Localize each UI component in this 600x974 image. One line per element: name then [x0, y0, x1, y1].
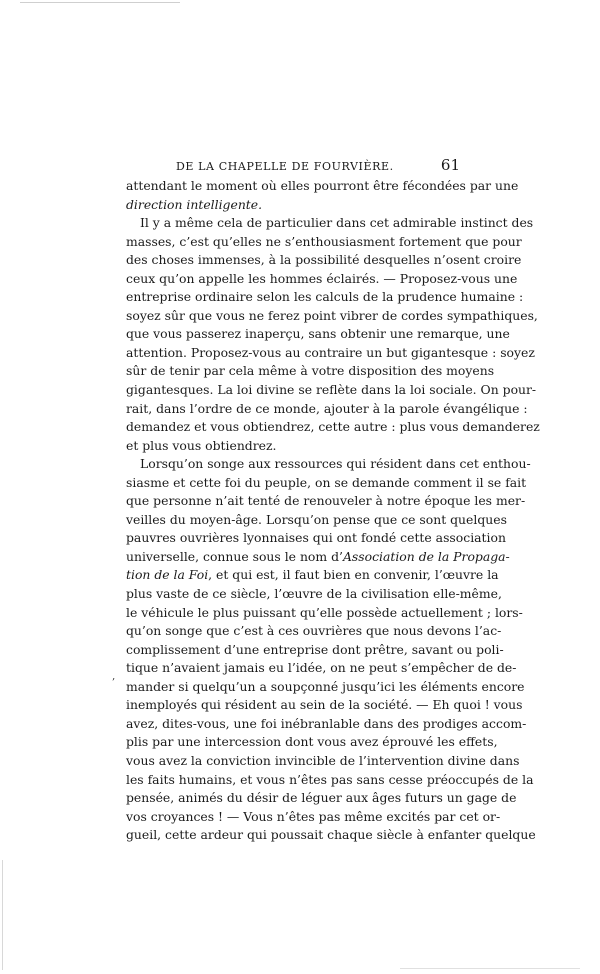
italic-text: direction intelligente.	[126, 196, 263, 212]
line-text: le véhicule le plus puissant qu’elle possède actuellement ; lors-	[126, 604, 523, 620]
text-line	[126, 270, 518, 289]
line-text: ceux qu’on appelle les hommes éclairés. — Proposez-vous une	[126, 270, 518, 286]
text-line	[126, 196, 458, 215]
text-line	[126, 251, 522, 270]
text-line	[126, 696, 523, 715]
text-line	[126, 548, 510, 567]
text-line	[126, 752, 520, 771]
body-text	[126, 177, 540, 845]
line-text: les faits humains, et vous n’êtes pas sans cesse préoccupés de la	[126, 771, 534, 787]
italic-text: tion de la Foi	[126, 567, 209, 583]
text-line	[126, 789, 517, 808]
text-line	[126, 622, 502, 641]
running-title: DE LA CHAPELLE DE FOURVIÈRE.	[176, 160, 394, 173]
running-head	[120, 156, 460, 178]
line-text: tique n’avaient jamais eu l’idée, on ne peut s’empêcher de de-	[126, 660, 517, 676]
line-text: entreprise ordinaire selon les calculs de la prudence humaine :	[126, 289, 524, 305]
text-line	[126, 529, 506, 548]
margin-mark: ‚	[112, 671, 116, 682]
text-line	[126, 715, 527, 734]
scan-edge-bottom	[400, 968, 580, 969]
line-text: et plus vous obtiendrez.	[126, 437, 277, 453]
text-line	[126, 511, 507, 530]
line-text: , et qui est, il faut bien en convenir, l’œuvre la	[208, 567, 499, 583]
line-text: Il y a même cela de particulier dans cet admirable instinct des	[140, 215, 534, 231]
text-line	[126, 437, 458, 456]
page-number: 61	[440, 156, 460, 174]
text-line	[126, 474, 527, 493]
text-line	[126, 808, 501, 827]
text-line	[126, 604, 523, 623]
text-line	[126, 678, 525, 697]
text-line	[126, 214, 534, 233]
line-text: demandez et vous obtiendrez, cette autre : plus vous demanderez	[126, 419, 540, 435]
line-text: rait, dans l’ordre de ce monde, ajouter à la parole évangélique :	[126, 400, 528, 416]
scan-edge-left	[2, 860, 3, 970]
text-line	[126, 585, 502, 604]
line-text: inemployés qui résident au sein de la société. — Eh quoi ! vous	[126, 697, 523, 713]
line-text: qu’on songe que c’est à ces ouvrières que nous devons l’ac-	[126, 623, 502, 639]
text-line	[126, 288, 524, 307]
line-text: mander si quelqu’un a soupçonné jusqu’ici les éléments encore	[126, 678, 525, 694]
text-line	[126, 307, 538, 326]
line-text: attendant le moment où elles pourront être fécondées par une	[126, 178, 519, 193]
text-line	[126, 566, 499, 585]
line-text: vos croyances ! — Vous n’êtes pas même excités par cet or-	[126, 808, 501, 824]
line-text: attention. Proposez-vous au contraire un but gigantesque : soyez	[126, 344, 535, 360]
line-text: plus vaste de ce siècle, l’œuvre de la civilisation elle-même,	[126, 586, 502, 602]
line-text: avez, dites-vous, une foi inébranlable dans des prodiges accom-	[126, 715, 527, 731]
text-line	[126, 400, 528, 419]
italic-text: Association de la Propaga-	[342, 548, 510, 564]
text-line	[126, 418, 540, 437]
line-text: pensée, animés du désir de léguer aux âges futurs un gage de	[126, 790, 517, 806]
text-line	[126, 362, 495, 381]
line-text: pauvres ouvrières lyonnaises qui ont fondé cette association	[126, 530, 506, 546]
line-text: que vous passerez inaperçu, sans obtenir une remarque, une	[126, 326, 510, 342]
text-line	[126, 492, 526, 511]
text-line	[126, 641, 504, 660]
line-text: que personne n’ait tenté de renouveler à notre époque les mer-	[126, 493, 526, 509]
text-line	[126, 233, 522, 252]
text-line	[126, 455, 531, 474]
line-text: des choses immenses, à la possibilité desquelles n’osent croire	[126, 252, 522, 268]
text-line	[126, 771, 534, 790]
text-line	[126, 325, 510, 344]
line-text: masses, c’est qu’elles ne s’enthousiasment fortement que pour	[126, 233, 522, 249]
line-text: plis par une intercession dont vous avez éprouvé les effets,	[126, 734, 498, 750]
text-line	[126, 826, 536, 845]
line-text: Lorsqu’on songe aux ressources qui résident dans cet enthou-	[140, 456, 531, 472]
line-text: gigantesques. La loi divine se reflète dans la loi sociale. On pour-	[126, 382, 537, 398]
line-text: gueil, cette ardeur qui poussait chaque siècle à enfanter quelque	[126, 827, 536, 843]
text-line	[126, 659, 517, 678]
text-line	[126, 381, 537, 400]
text-line	[126, 344, 535, 363]
line-text: soyez sûr que vous ne ferez point vibrer de cordes sympathiques,	[126, 307, 538, 323]
text-line	[126, 177, 519, 196]
line-text: sûr de tenir par cela même à votre disposition des moyens	[126, 363, 495, 379]
line-text: veilles du moyen-âge. Lorsqu’on pense que ce sont quelques	[126, 511, 507, 527]
line-text: siasme et cette foi du peuple, on se demande comment il se fait	[126, 474, 527, 490]
text-line	[126, 733, 498, 752]
line-text: vous avez la conviction invincible de l’intervention divine dans	[126, 752, 520, 768]
scan-edge-top	[20, 2, 180, 3]
line-text: complissement d’une entreprise dont prêtre, savant ou poli-	[126, 641, 504, 657]
line-text: universelle, connue sous le nom d’	[126, 548, 343, 564]
